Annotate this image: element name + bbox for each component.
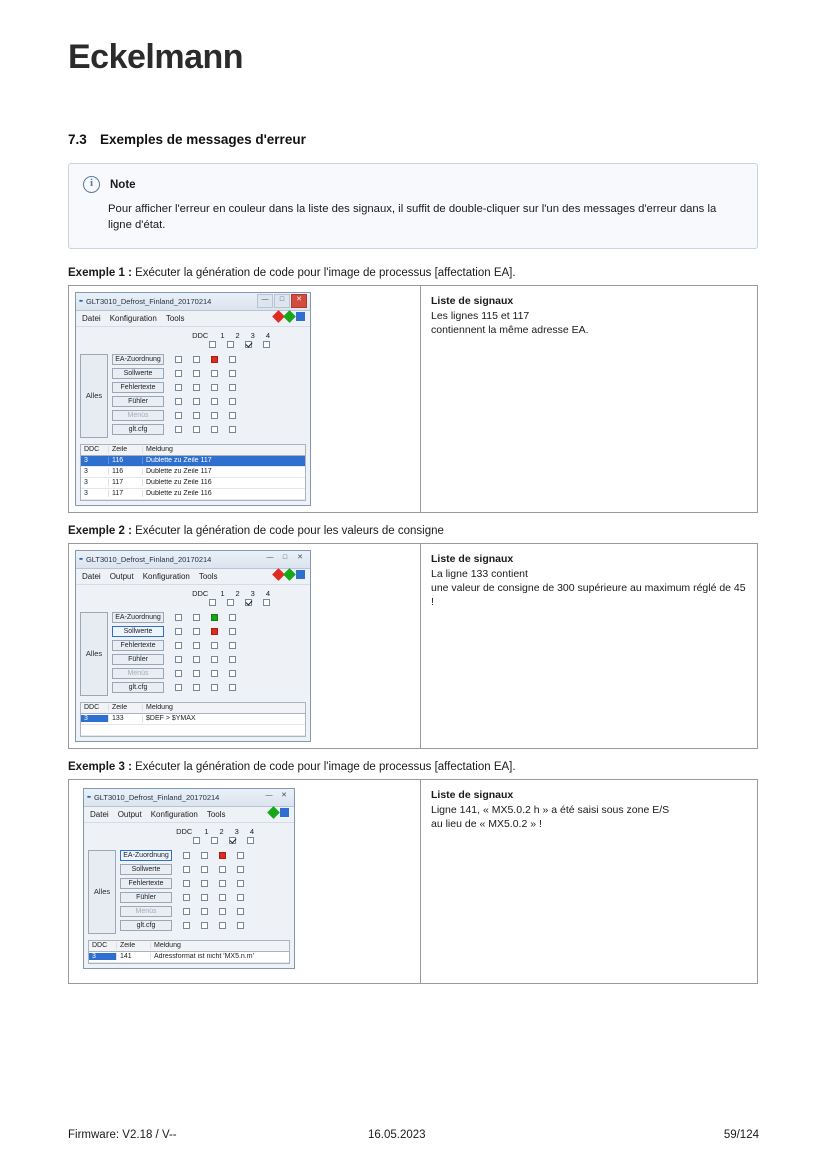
row-cell[interactable] [229, 398, 236, 405]
cell-zeile: 141 [117, 953, 151, 960]
column-number: 4 [265, 588, 270, 598]
glt3010-window-1[interactable] [75, 292, 311, 506]
alles-button-1[interactable]: Alles [80, 354, 108, 438]
row-cell[interactable] [229, 370, 236, 377]
cell-zeile: 116 [109, 468, 143, 475]
minimize-button[interactable]: — [257, 294, 273, 308]
column-number: 1 [220, 588, 225, 598]
close-button[interactable]: ✕ [297, 554, 303, 562]
row-cell[interactable] [229, 628, 236, 635]
row-cell[interactable] [193, 398, 200, 405]
maximize-button[interactable]: □ [282, 554, 288, 562]
column-number: 3 [250, 588, 255, 598]
column-checkbox[interactable] [245, 341, 252, 348]
note-title: Note [110, 178, 136, 191]
row-cell[interactable] [201, 922, 208, 929]
column-checkbox[interactable] [211, 837, 218, 844]
row-cell[interactable] [229, 670, 236, 677]
note-header [83, 176, 743, 193]
row-cell[interactable] [211, 384, 218, 391]
row-cell[interactable] [175, 412, 182, 419]
row-cell[interactable] [237, 922, 244, 929]
cell-meldung: Dublette zu Zeile 116 [146, 479, 212, 487]
column-number: 3 [250, 330, 255, 340]
column-header-meldung: Meldung [154, 942, 181, 950]
row-cell[interactable] [193, 642, 200, 649]
table-header-row [89, 941, 289, 952]
row-cell[interactable] [175, 656, 182, 663]
row-cell[interactable] [219, 866, 226, 873]
cell-zeile: 133 [109, 715, 143, 722]
table-row[interactable] [81, 489, 305, 500]
menu-item-output[interactable]: Output [117, 809, 142, 819]
cell-ddc: 3 [81, 457, 109, 464]
row-button-gltcfg[interactable]: glt.cfg [112, 682, 164, 693]
column-checkbox[interactable] [263, 599, 270, 606]
cell-ddc: 3 [81, 479, 109, 486]
column-header-zeile: Zeile [109, 446, 143, 453]
row-cell[interactable] [229, 642, 236, 649]
row-button-sollwerte[interactable]: Sollwerte [112, 368, 164, 379]
grid-row[interactable] [112, 654, 304, 665]
row-cell[interactable] [175, 684, 182, 691]
row-cell[interactable] [201, 894, 208, 901]
info-icon: i [83, 176, 100, 193]
cell-ddc: 3 [89, 953, 117, 960]
example-1-text: Exécuter la génération de code pour l'image de processus [affectation EA]. [131, 266, 516, 279]
grid-row[interactable] [120, 878, 288, 889]
column-checkbox[interactable] [193, 837, 200, 844]
grid-row[interactable] [112, 368, 304, 379]
app-icon: ▪▪ [87, 793, 90, 801]
window-buttons-3[interactable] [262, 791, 291, 803]
row-cell[interactable] [237, 866, 244, 873]
note-text: Pour afficher l'erreur en couleur dans la liste des signaux, il suffit de double-cliquer sur l'un des messages d'erreur dans la ligne d'état. [108, 203, 717, 232]
cell-meldung: Adressformat ist nicht 'MX5.n.m' [154, 953, 254, 961]
glt3010-window-3[interactable] [83, 788, 295, 969]
row-cell[interactable] [229, 356, 236, 363]
example-1-label: Exemple 1 : [68, 266, 132, 279]
grid-body-2 [76, 608, 310, 700]
row-cell[interactable] [237, 894, 244, 901]
row-button-gltcfg[interactable]: glt.cfg [112, 424, 164, 435]
grid-row[interactable] [120, 864, 288, 875]
row-cell[interactable] [183, 866, 190, 873]
row-cell[interactable] [183, 852, 190, 859]
row-cell[interactable] [219, 922, 226, 929]
toolbar-shapes-2[interactable] [274, 570, 305, 579]
cell-meldung: Dublette zu Zeile 117 [146, 457, 212, 465]
column-checkbox[interactable] [209, 599, 216, 606]
row-cell[interactable] [201, 866, 208, 873]
example-3-text: Exécuter la génération de code pour l'image de processus [affectation EA]. [131, 760, 516, 773]
column-header-zeile: Zeile [109, 704, 143, 711]
table-header-row [81, 703, 305, 714]
menu-item-tools[interactable]: Tools [165, 313, 185, 323]
ddc-header-3 [90, 827, 288, 836]
row-cell[interactable] [175, 670, 182, 677]
menu-item-konfiguration[interactable]: Konfiguration [142, 571, 190, 581]
column-numbers-2 [220, 589, 270, 598]
window-title-3: GLT3010_Defrost_Finland_20170214 [93, 792, 220, 802]
menu-item-datei[interactable]: Datei [82, 571, 101, 581]
glt3010-window-2[interactable] [75, 550, 311, 742]
signal-list-title-1: Liste de signaux [431, 294, 514, 307]
app-icon: ▪▪ [79, 555, 82, 563]
column-header-ddc: DDC [81, 704, 109, 711]
row-cell[interactable] [175, 370, 182, 377]
footer-date: 16.05.2023 [368, 1129, 426, 1141]
grid-rows-2 [112, 612, 304, 696]
table-row[interactable] [89, 952, 289, 963]
window-title-1: GLT3010_Defrost_Finland_20170214 [85, 296, 212, 306]
menu-item-output[interactable]: Output [109, 571, 134, 581]
row-button-fehlertexte[interactable]: Fehlertexte [120, 878, 172, 889]
row-cell[interactable] [237, 880, 244, 887]
example-2-caption [68, 525, 758, 537]
column-number: 2 [219, 826, 224, 836]
row-cell[interactable] [229, 426, 236, 433]
column-number: 4 [249, 826, 254, 836]
row-button-sollwerte[interactable]: Sollwerte [112, 626, 164, 637]
column-number: 1 [204, 826, 209, 836]
row-button-gltcfg[interactable]: glt.cfg [120, 920, 172, 931]
row-button-sollwerte[interactable]: Sollwerte [120, 864, 172, 875]
row-cell[interactable] [175, 614, 182, 621]
example-3-screenshot-cell [69, 780, 421, 983]
row-button-ea-zuordnung[interactable]: EA-Zuordnung [112, 354, 164, 365]
menubar-1[interactable] [76, 311, 310, 327]
menu-item-datei[interactable]: Datei [82, 313, 101, 323]
cell-meldung: Dublette zu Zeile 116 [146, 490, 212, 498]
row-cell[interactable] [183, 922, 190, 929]
green-diamond-icon[interactable] [267, 806, 280, 819]
row-cell[interactable] [229, 614, 236, 621]
column-checkboxes-3[interactable] [90, 837, 288, 844]
grid-header-3 [84, 823, 294, 846]
ddc-header-2 [82, 589, 304, 598]
row-cell[interactable] [175, 642, 182, 649]
row-cell[interactable] [193, 356, 200, 363]
row-cell[interactable] [229, 656, 236, 663]
signal-list-title-3: Liste de signaux [431, 788, 514, 801]
blue-square-icon[interactable] [280, 808, 289, 817]
example-2-screenshot-cell [69, 544, 421, 748]
table-row[interactable] [81, 467, 305, 478]
green-diamond-icon[interactable] [283, 568, 296, 581]
grid-row[interactable] [112, 410, 304, 421]
alles-button-3[interactable]: Alles [88, 850, 116, 934]
example-3-caption [68, 761, 758, 773]
cell-meldung: $DEF > $YMAX [146, 715, 196, 723]
row-cell[interactable] [219, 880, 226, 887]
grid-row[interactable] [112, 682, 304, 693]
cell-zeile: 117 [109, 479, 143, 486]
grid-row[interactable] [112, 382, 304, 393]
window-titlebar-3[interactable] [84, 789, 294, 807]
row-cell[interactable] [175, 398, 182, 405]
row-cell[interactable] [193, 614, 200, 621]
grid-row[interactable] [112, 640, 304, 651]
row-cell[interactable] [211, 614, 218, 621]
grid-row[interactable] [112, 612, 304, 623]
menu-item-konfiguration[interactable]: Konfiguration [109, 313, 157, 323]
grid-rows-3 [120, 850, 288, 934]
row-cell[interactable] [193, 426, 200, 433]
grid-row[interactable] [120, 906, 288, 917]
window-buttons-1[interactable] [257, 294, 307, 308]
blue-square-icon[interactable] [296, 312, 305, 321]
row-cell[interactable] [183, 908, 190, 915]
minimize-button[interactable]: — [265, 792, 273, 800]
column-header-ddc: DDC [89, 942, 117, 949]
table-row-empty [81, 725, 305, 736]
close-button[interactable]: ✕ [281, 792, 287, 800]
row-cell[interactable] [211, 670, 218, 677]
ddc-label-3: DDC [176, 826, 193, 836]
column-checkbox[interactable] [245, 599, 252, 606]
grid-row[interactable] [120, 892, 288, 903]
cell-ddc: 3 [81, 715, 109, 722]
document-content [68, 132, 758, 988]
row-cell[interactable] [175, 356, 182, 363]
column-checkbox[interactable] [209, 341, 216, 348]
message-table-2[interactable] [80, 702, 306, 737]
row-button-menues: Menüs [112, 668, 164, 679]
example-1-caption [68, 267, 758, 279]
column-number: 2 [235, 588, 240, 598]
toolbar-shapes-3[interactable] [269, 808, 289, 817]
window-titlebar-2[interactable] [76, 551, 310, 569]
example-2-text: Exécuter la génération de code pour les valeurs de consigne [131, 524, 444, 537]
menu-item-konfiguration[interactable]: Konfiguration [150, 809, 198, 819]
row-cell[interactable] [211, 370, 218, 377]
row-cell[interactable] [193, 656, 200, 663]
alles-button-2[interactable]: Alles [80, 612, 108, 696]
row-cell[interactable] [183, 894, 190, 901]
row-cell[interactable] [211, 398, 218, 405]
grid-row[interactable] [112, 626, 304, 637]
row-cell[interactable] [211, 656, 218, 663]
row-cell[interactable] [229, 684, 236, 691]
row-cell[interactable] [237, 852, 244, 859]
grid-body-3 [84, 846, 294, 938]
company-logo: Eckelmann [68, 38, 244, 76]
row-button-fehlertexte[interactable]: Fehlertexte [112, 382, 164, 393]
row-cell[interactable] [219, 852, 226, 859]
table-row[interactable] [81, 478, 305, 489]
table-row[interactable] [81, 714, 305, 725]
column-number: 2 [235, 330, 240, 340]
row-button-menues: Menüs [120, 906, 172, 917]
grid-row[interactable] [112, 396, 304, 407]
grid-rows-1 [112, 354, 304, 438]
signal-list-text-3: Ligne 141, « MX5.0.2 h » a été saisi sous zone E/S au lieu de « MX5.0.2 » ! [431, 803, 670, 831]
cell-meldung: Dublette zu Zeile 117 [146, 468, 212, 476]
grid-row[interactable] [120, 850, 288, 861]
app-icon: ▪▪ [79, 297, 82, 305]
column-header-meldung: Meldung [146, 446, 173, 454]
menu-item-datei[interactable]: Datei [90, 809, 109, 819]
window-buttons-2[interactable] [263, 553, 307, 565]
green-diamond-icon[interactable] [283, 310, 296, 323]
column-number: 1 [220, 330, 225, 340]
grid-row[interactable] [112, 668, 304, 679]
row-cell[interactable] [175, 628, 182, 635]
row-button-ea-zuordnung[interactable]: EA-Zuordnung [120, 850, 172, 861]
row-cell[interactable] [201, 852, 208, 859]
window-titlebar-1[interactable] [76, 293, 310, 311]
cell-ddc: 3 [81, 490, 109, 497]
menu-item-tools[interactable]: Tools [198, 571, 218, 581]
row-cell[interactable] [211, 412, 218, 419]
column-header-zeile: Zeile [117, 942, 151, 949]
note-box [68, 163, 758, 249]
grid-body-1 [76, 350, 310, 442]
grid-header-1 [76, 327, 310, 350]
grid-row[interactable] [112, 354, 304, 365]
table-row[interactable] [81, 456, 305, 467]
row-button-menues: Menüs [112, 410, 164, 421]
column-checkbox[interactable] [247, 837, 254, 844]
row-cell[interactable] [201, 880, 208, 887]
row-cell[interactable] [211, 628, 218, 635]
column-header-meldung: Meldung [146, 704, 173, 712]
row-cell[interactable] [211, 356, 218, 363]
menubar-2[interactable] [76, 569, 310, 585]
grid-header-2 [76, 585, 310, 608]
example-1-screenshot-cell [69, 286, 421, 512]
row-cell[interactable] [183, 880, 190, 887]
grid-row[interactable] [112, 424, 304, 435]
menubar-3[interactable] [84, 807, 294, 823]
window-title-2: GLT3010_Defrost_Finland_20170214 [85, 554, 212, 564]
grid-row[interactable] [120, 920, 288, 931]
menu-item-tools[interactable]: Tools [206, 809, 226, 819]
row-button-fuehler[interactable]: Fühler [120, 892, 172, 903]
column-numbers-3 [204, 827, 254, 836]
message-table-1[interactable] [80, 444, 306, 501]
toolbar-shapes-1[interactable] [274, 312, 305, 321]
row-cell[interactable] [193, 670, 200, 677]
cell-zeile: 117 [109, 490, 143, 497]
ddc-label-2: DDC [192, 588, 209, 598]
footer-page-number: 59/124 [723, 1129, 759, 1141]
row-cell[interactable] [175, 426, 182, 433]
row-cell[interactable] [211, 426, 218, 433]
column-checkbox[interactable] [227, 341, 234, 348]
blue-square-icon[interactable] [296, 570, 305, 579]
row-cell[interactable] [219, 894, 226, 901]
row-button-fuehler[interactable]: Fühler [112, 654, 164, 665]
column-number: 3 [234, 826, 239, 836]
row-cell[interactable] [193, 370, 200, 377]
table-header-row [81, 445, 305, 456]
example-2-description [421, 544, 757, 748]
row-cell[interactable] [193, 684, 200, 691]
example-3-row [68, 779, 758, 984]
example-3-label: Exemple 3 : [68, 760, 132, 773]
close-button[interactable]: ✕ [291, 294, 307, 308]
row-button-fehlertexte[interactable]: Fehlertexte [112, 640, 164, 651]
column-checkboxes-2[interactable] [82, 599, 304, 606]
column-number: 4 [265, 330, 270, 340]
row-cell[interactable] [211, 642, 218, 649]
section-number: 7.3 [68, 132, 87, 147]
row-cell[interactable] [175, 384, 182, 391]
minimize-button[interactable]: — [266, 554, 274, 562]
row-cell[interactable] [193, 628, 200, 635]
column-checkbox[interactable] [229, 837, 236, 844]
row-cell[interactable] [211, 684, 218, 691]
ddc-label-1: DDC [192, 330, 209, 340]
column-numbers-1 [220, 331, 270, 340]
example-2-label: Exemple 2 : [68, 524, 132, 537]
example-2-row [68, 543, 758, 749]
row-button-ea-zuordnung[interactable]: EA-Zuordnung [112, 612, 164, 623]
row-button-fuehler[interactable]: Fühler [112, 396, 164, 407]
row-cell[interactable] [237, 908, 244, 915]
row-cell[interactable] [193, 384, 200, 391]
signal-list-text-1: Les lignes 115 et 117 contiennent la même adresse EA. [431, 309, 589, 337]
cell-ddc: 3 [81, 468, 109, 475]
row-cell[interactable] [219, 908, 226, 915]
example-3-description [421, 780, 757, 983]
page-title [68, 132, 758, 147]
message-table-3[interactable] [88, 940, 290, 964]
section-title-text: Exemples de messages d'erreur [100, 132, 306, 147]
signal-list-text-2: La ligne 133 contient une valeur de consigne de 300 supérieure au maximum réglé de 45 ! [431, 567, 746, 609]
column-checkboxes-1[interactable] [82, 341, 304, 348]
column-header-ddc: DDC [81, 446, 109, 453]
column-checkbox[interactable] [263, 341, 270, 348]
column-checkbox[interactable] [227, 599, 234, 606]
row-cell[interactable] [201, 908, 208, 915]
example-1-row [68, 285, 758, 513]
signal-list-title-2: Liste de signaux [431, 552, 514, 565]
row-cell[interactable] [193, 412, 200, 419]
ddc-header-1 [82, 331, 304, 340]
row-cell[interactable] [229, 412, 236, 419]
footer-firmware: Firmware: V2.18 / V-- [68, 1129, 177, 1141]
cell-zeile: 116 [109, 457, 143, 464]
row-cell[interactable] [229, 384, 236, 391]
example-1-description [421, 286, 757, 512]
page-footer [68, 1129, 759, 1141]
maximize-button[interactable]: □ [274, 294, 290, 308]
